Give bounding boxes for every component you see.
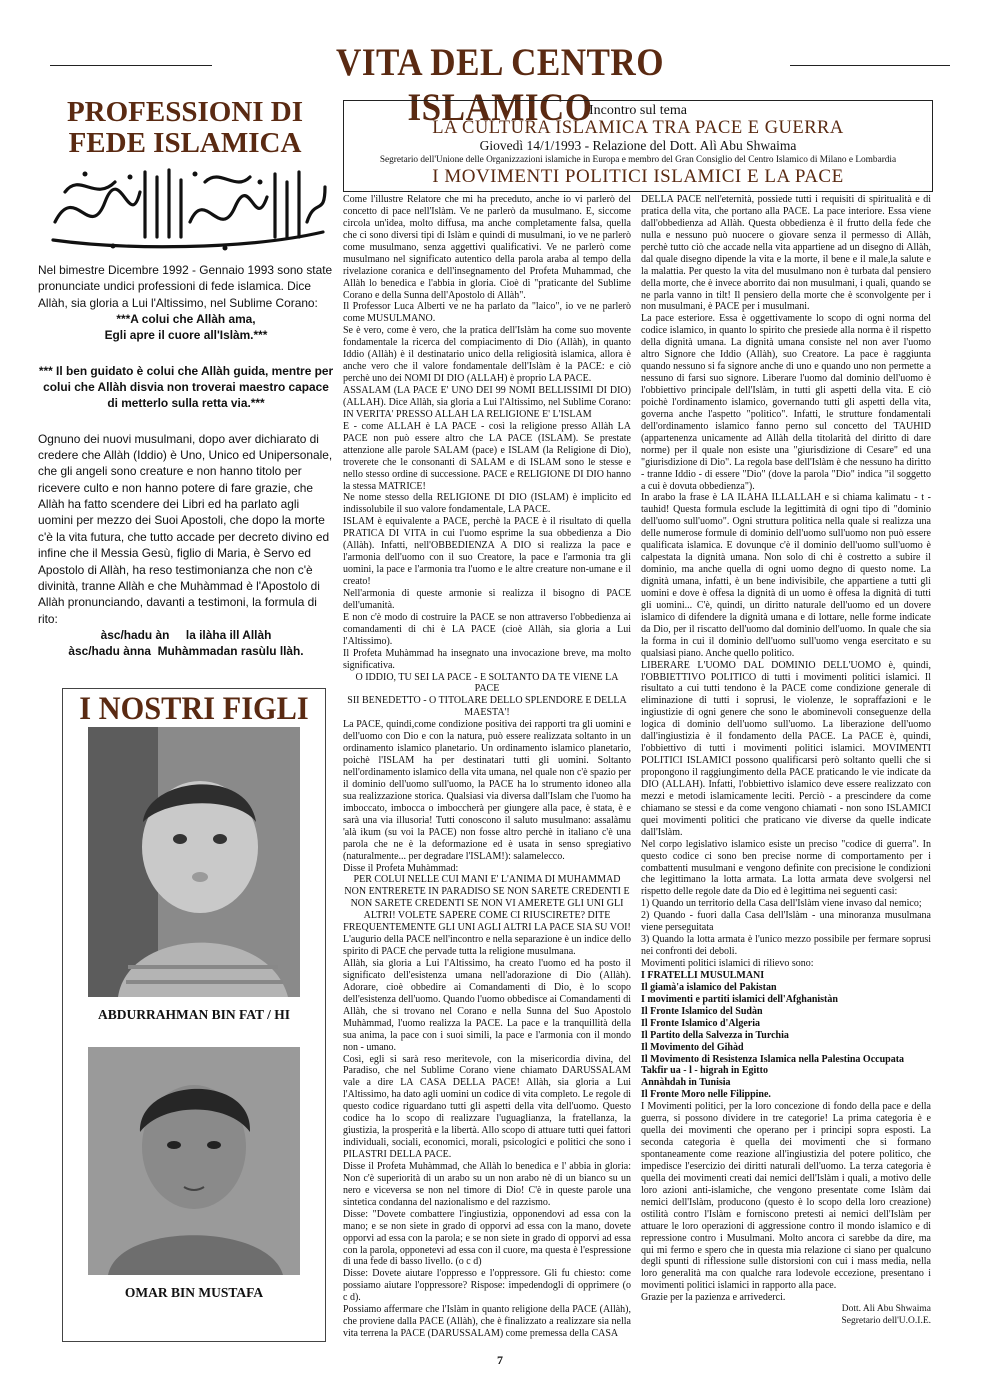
col1-para-5: E - come ALLAH è LA PACE - così la religione presso Allàh LA PACE non può essere altro che LA PACE (ISLAM). Se prestate attenzione alle parole SALAM (pace) e ISLAM (la Religione di Dio), troverete che le consonanti di SALAM e di ISLAM sono le stesse e nello stesso ordine di successione. PACE e RELIGIONE DI DIO hanno la stessa MATRICE! xyxy=(343,420,631,492)
conference-theme: LA CULTURA ISLAMICA TRA PACE E GUERRA xyxy=(432,118,844,138)
movement-item: Il giamà'a islamico del Pakistan xyxy=(641,981,777,993)
col1-para-8: Nell'armonia di queste armonie si realizza il bisogno di PACE dell'umanità. xyxy=(343,587,631,611)
nostri-figli-box xyxy=(62,688,326,1342)
col1-para-17: Allàh, sia gloria a Lui l'Altissimo, ha creato l'uomo ed ha posto il significato dell'esistenza umana nell'adorazione di Dio (Allàh). Adorare, cioè obbedire ai Comandamenti di Dio, è lo scopo dell'esistenza dell'uomo. Quando l'uomo obbedisce ai Comandamenti di Allàh, che si trovano nel Corano e nella Sunna del Suo Apostolo Muhàmmad, l'uomo realizza la PACE. La pace e la tranquillità della sua anima, la pace con i suoi simili, la pace e l'armonia con il mondo non - umano. xyxy=(343,958,631,1053)
page-number: 7 xyxy=(497,1353,503,1367)
child-caption-1: ABDURRAHMAN BIN FAT / HI xyxy=(97,1007,290,1022)
movement-item: Il Fronte Islamico d'Algeria xyxy=(641,1017,760,1029)
professioni-heading-2: FEDE ISLAMICA xyxy=(68,127,302,159)
movement-item: I FRATELLI MUSULMANI xyxy=(641,969,765,981)
col1-hadith: PER COLUI NELLE CUI MANI E' L'ANIMA DI MUHAMMAD NON ENTRERETE IN PARADISO SE NON SARETE CREDENTI E NON SARETE CREDENTI SE NON VI AMERETE GLI UNI GLI ALTRI! VOLETE SAPERE COME CI RIUSCIRETE? DITE FREQUENTEMENTE GLI UNI AGLI ALTRI LA PACE SIA SU VOI! xyxy=(343,874,631,934)
movement-item: Il Fronte Islamico del Sudàn xyxy=(641,1005,763,1017)
col2-final-para: I Movimenti politici, per la loro concezione di fondo della pace e della guerra, si possono dividere in tre categorie! La prima categoria è e quella dei movimenti che operano per i principi sopra esposti. La seconda categoria è quella dei movimenti che si formano spontaneamente come reazione all'ingiustizia del potere politico, che impedisce l'esercizio dei diritti naturali dell'uomo. La terza categoria è quella dei movimenti creati dai nemici dell'Islàm i quali, a motivo delle loro azioni anti-islamiche, che vengono presentate come Islàm dai nemici dell'Islàm, producono (questo è lo scopo della loro creazione) ostilità contro l'Islàm e forniscono pretesti ai nemici dell'Islàm per attuare le loro operazioni di aggressione contro il mondo islamico e di repressione contro i Musulmani. Molto ancora ci sarebbe da dire, ma qui mi fermo e spero che in questa mia relazione ci siano per qualcuno degli spunti di riflessione sulle distorsioni con cui i mass media, nella loro generalità ma con qualche rara lodevole eccezione, presentano i movimenti politici islamici in rapporto alla pace. xyxy=(641,1101,931,1292)
signature-title: Segretario dell'U.O.I.E. xyxy=(841,1316,931,1327)
conference-header-box xyxy=(343,100,933,192)
quran-quote-1a: ***A colui che Allàh ama, xyxy=(116,312,256,327)
movement-item: Annàhdah in Tunisia xyxy=(641,1077,731,1089)
masthead-title: VITA DEL CENTRO ISLAMICO xyxy=(336,41,664,129)
article-column-2 xyxy=(641,194,931,1328)
masthead-rule-right xyxy=(790,65,950,66)
col1-para-6: Ne nome stesso della RELIGIONE DI DIO (ISLAM) è implicito ed indissolubile il suo valore fondamentale, LA PACE. xyxy=(343,492,631,516)
masthead-rule-left xyxy=(50,65,212,66)
col1-para-10: Il Profeta Muhàmmad ha insegnato una invocazione breve, ma molto significativa. xyxy=(343,647,631,671)
child-photo-2 xyxy=(88,1047,300,1275)
movement-item: Takfir ua - l - higrah in Egitto xyxy=(641,1065,768,1077)
col2-para-4: LIBERARE L'UOMO DAL DOMINIO DELL'UOMO è, quindi, l'OBBIETTIVO POLITICO di tutti i movimenti politici islamici. Il risultato a cui tutti tendono è la PACE come condizione generale di eliminazione di tutti i soprusi, le violenze, le sopraffazioni e le ingiustizie di ogni genere che sono le abominevoli conseguenze della logica di dominio dell'uomo sull'uomo. La liberazione dell'uomo dall'ingiustizia è il fondamento della PACE. La PACE è, quindi, l'obbiettivo di tutti i movimenti politici islamici. MOVIMENTI POLITICI ISLAMICI possono qualificarsi però soltanto quelli che si propongono il raggiungimento della PACE praticando le vie indicate da DIO (ALLAH). Infatti, l'obbiettivo islamico deve essere realizzato con mezzi e metodi islamicamente leciti. Perciò - a prescindere da come chiamano se stessi e da come vengono chiamati - non sono ISLAMICI quei movimenti politici che praticano vie diverse da quelle indicate dall'Islàm. xyxy=(641,659,931,838)
article-column-1 xyxy=(343,194,631,1340)
col1-para-2: Il Professor Luca Alberti ve ne ha parlato da "laico", io ve ne parlerò come MUSULMANO. xyxy=(343,301,631,325)
speaker-role: Segretario dell'Unione delle Organizzazioni islamiche in Europa e membro del Gran Consiglio del Centro Islamico di Milano e Lombardia xyxy=(379,155,897,165)
professioni-intro: Nel bimestre Dicembre 1992 - Gennaio 1993 sono state pronunciate undici professioni di fede islamica. Dice Allàh, sia gloria a Lui l'Altissimo, nel Sublime Corano: xyxy=(38,263,333,310)
col1-para-18: Così, egli si sarà reso meritevole, con la misericordia divina, del Paradiso, che nel Sublime Corano viene chiamato DARUSSALAM vale a dire LA CASA DELLA PACE! Allàh, sia gloria a Lui l'Altissimo, ha dato agli uomini un codice di vita completo. Le regole di questo codice riguardano tutti gli aspetti della vita dell'uomo. Questo codice ha lo scopo di realizzare l'uguaglianza, la fratellanza, la giustizia, la prosperità e la libertà. Allo scopo di attuare tutti quei fattori individuali, sociali, economici, morali, psicologici e politici che sono i PILASTRI DELLA PACE. xyxy=(343,1053,631,1160)
arabic-calligraphy-image xyxy=(45,162,330,252)
col1-para-19: Disse il Profeta Muhàmmad, che Allàh lo benedica e l' abbia in gloria: Non c'è superiorità di un arabo su un non arabo nè di un bianco su un nero e viceversa se non nel timore di Dio! C'è in queste parole una sintetica condanna del nazionalismo e del razzismo. xyxy=(343,1160,631,1208)
col2-case-2: 2) Quando - fuori dalla Casa dell'Islàm - una minoranza musulmana viene perseguitata xyxy=(641,910,931,934)
conference-intro: Incontro sul tema xyxy=(589,103,687,118)
shahada-line-2: àsc/hadu ànna Muhàmmadan rasùlu llàh. xyxy=(68,644,304,659)
conference-subtitle: I MOVIMENTI POLITICI ISLAMICI E LA PACE xyxy=(432,166,844,187)
conference-date-speaker: Giovedì 14/1/1993 - Relazione del Dott. Alì Abu Shwaima xyxy=(479,138,797,153)
col1-para-7: ISLAM è equivalente a PACE, perchè la PACE è il risultato di quella PRATICA DI VITA in cui l'uomo esprime la sua obbedienza a Dio (Allàh). Infatti, nell'OBBEDIENZA A DIO si realizza la pace e l'armonia dell'uomo con il suo Creatore, la pace e l'armonia tra gli uomini, la pace e l'armonia tra l'uomo e le altre creature non-umane e il creato! xyxy=(343,516,631,587)
shahada-line-1: àsc/hadu àn la ilàha ill Allàh xyxy=(100,627,272,642)
col1-para-16: L'augurio della PACE nell'incontro e nella separazione è un indice dello spirito di PACE che pervade tutta la religione musulmana. xyxy=(343,934,631,958)
movement-item: Il Partito della Salvezza in Turchia xyxy=(641,1029,789,1041)
col2-para-1: DELLA PACE nell'eternità, possiede tutti i requisiti di spiritualità e di pratica della vita, che portano alla PACE. La pace interiore. Essa viene dall'obbedienza ad Allàh. Questa obbedienza è il frutto della fede che nulla e nessuno può nuocere o giovare senza il permesso di Allàh, perchè tutto ciò che accade nella vita appartiene ad un disegno di Allàh, dal quale disegno dipende la vita e la morte, il bene e il male,la salute e la malattia. Per questo la vita del musulmano non è turbata dal pensiero della morte, che è invece aborrito dai non musulmani, i quali, quando se ne parla vanno in tilt! Il pensiero della morte che è sconvolgente per i non musulmani, è PACE per i musulmani. xyxy=(641,194,931,313)
professioni-heading-1: PROFESSIONI DI xyxy=(66,96,304,128)
col1-para-13: La PACE, quindi,come condizione positiva dei rapporti tra gli uomini e dell'uomo con Dio e con la natura, può essere realizzata soltanto in un ordinamento islamico planetario. Un ordinamento islamico planetario, poichè l'ISLAM ha per destinatari tutti gli uomini. Soltanto nell'ordinamento islamico della vita umana, nel quale non c'è spazio per il dominio dell'uomo sull'uomo, la PACE ha lo strumento idoneo alla sua realizzazione storica. Qualsiasi via diversa dall'Islam che l'uomo ha imboccato, imbocca o imboccherà per giungere alla pace, è stata, è e sarà una via illusoria! Tutti conoscono il saluto musulmano: assalàmu 'alà ikum (su voi la PACE) non fosse altro perchè in italiano c'è una parola che ne è la deformazione ed è usata in senso spregiativo (naturalmente... per degradare l'ISLAM!): salamelecco. xyxy=(343,719,631,862)
movement-item: Il Movimento di Resistenza Islamica nella Palestina Occupata xyxy=(641,1053,905,1065)
col1-para-4: ASSALAM (LA PACE E' UNO DEI 99 NOMI BELLISSIMI DI DIO) (ALLAH). Dice Allàh, sia gloria a Lui l'Altissimo, nel Sublime Corano: IN VERITA' PRESSO ALLAH LA RELIGIONE E' L'ISLAM xyxy=(343,385,631,420)
col1-invocation-1: O IDDIO, TU SEI LA PACE - E SOLTANTO DA TE VIENE LA PACE xyxy=(355,671,619,695)
col2-para-2: La pace esteriore. Essa è oggettivamente lo scopo di ogni norma del codice islamico, in quanto lo spirito che presiede alla norma è il rispetto della dignità umana. La dignità umana consiste nel non aver l'uomo altro Signore che Iddio (Allàh), suo Creatore. La pace è raggiunta quando nessuno si fa signore anche di uno e quando uno non permette a nessuno di farsi suo signore. Liberare l'uomo dal dominio dell'uomo è l'obbiettivo principale dell'Islàm, in tutti gli aspetti della vita. E ciò poichè l'ordinamento islamico, governando tutti gli aspetti della vita, governa anche l'aspetto "politico". Infatti, le strutture fondamentali dell'ordinamento islamico fanno perno sul concetto del TAUHID (appartenenza unicamente ad Allàh della titolarità del diritto di dare norme) per il quale non esiste una "giurisdizione di Cesare" ed una "giurisdizione di Dio". La regola base dell'Islàm è che nessuno ha diritto - tranne Iddio - di essere "Dio" (dove la parola "Dio" indica "il soggetto a cui è dovuta obbedienza"). xyxy=(641,313,931,492)
col2-movements-intro: Movimenti politici islamici di rilievo sono: xyxy=(641,958,814,969)
movement-item: I movimenti e partiti islamici dell'Afghanistàn xyxy=(641,993,838,1005)
col1-para-14: Disse il Profeta Muhàmmad: xyxy=(343,862,459,874)
movement-item: Il Movimento del Gihàd xyxy=(641,1041,744,1053)
quran-quote-1b: Egli apre il cuore all'Islàm.*** xyxy=(104,328,268,343)
col2-para-5: Nel corpo legislativo islamico esiste un preciso "codice di guerra". In questo codice ci sono ben precise norme di comportamento per i combattenti musulmani e vengono definite con precisione le condizioni che legittimano la lotta armata. La lotta armata deve svolgersi nel rispetto delle regole date da Dio ed è legittima nei seguenti casi: xyxy=(641,838,931,898)
movement-item: Il Fronte Moro nelle Filippine. xyxy=(641,1089,771,1101)
signature-name: Dott. Ali Abu Shwaima xyxy=(841,1304,931,1315)
col1-invocation-2: SII BENEDETTO - O TITOLARE DELLO SPLENDORE E DELLA MAESTA'! xyxy=(347,695,627,719)
child-photo-1 xyxy=(88,727,300,997)
col2-para-3: In arabo la frase è LA ILAHA ILLALLAH e si chiama kalimatu - t - tauhid! Questa formula esclude la legittimità di ogni tipo di "dominio dell'uomo sull'uomo". Ogni struttura politica nella quale si realizza una delle numerose formule di dominio dell'uomo sull'uomo non può essere qualificata islamica. E dovunque c'è il dominio dell'uomo sull'uomo è calpestata la dignità umana. Non solo di chi è costretto a subire il dominio, ma anche quella di ogni uomo degno di questo nome. La dignità umana, infatti, è un bene indivisibile, che appartiene a tutti gli uomini e dove è offesa la dignità di un uomo è offesa la dignità di tutti gli uomini... C'è, quindi, un diritto naturale dell'uomo ed un dovere islamico di difendere la dignità umana e di lottare, nelle forme indicate da Dio, per il riscatto dell'uomo dal dominio dell'uomo. In quale che sia la forma in cui il dominio dell'uomo sull'uomo venga esercitato e su qualsiasi piano. Anche quello politico. xyxy=(641,492,931,659)
child-caption-2: OMAR BIN MUSTAFA xyxy=(124,1285,264,1300)
col2-case-3: 3) Quando la lotta armata è l'unico mezzo possibile per fermare soprusi nei confronti dei deboli. xyxy=(641,934,931,958)
closing-line: Grazie per la pazienza e arrivederci. xyxy=(641,1292,786,1304)
col1-para-9: E non c'è modo di costruire la PACE se non attraverso l'obbedienza ai comandamenti di chi è LA PACE (cioè Allàh, sia gloria a Lui l'Altissimo). xyxy=(343,611,631,647)
quran-quote-2: *** Il ben guidato è colui che Allàh guida, mentre per colui che Allàh disvia non troverai maestro capace di metterlo sulla retta via.*** xyxy=(38,363,334,411)
col2-case-1: 1) Quando un territorio della Casa dell'Islàm viene invaso dal nemico; xyxy=(641,898,922,910)
col1-para-20: Disse: "Dovete combattere l'ingiustizia, opponendovi ad essa con la mano; e se non siete in grado di opporvi ad essa con la mano, dovete opporvi ad essa con la parola; e se non siete in grado di opporvi ad essa con la parola, opponetevi ad essa con il cuore, ma questa è l'espressione di una fede di basso livello. (o c d) xyxy=(343,1208,631,1268)
professioni-body: Ognuno dei nuovi musulmani, dopo aver dichiarato di credere che Allàh (Iddio) è Uno, Unico ed Unipersonale, che gli angeli sono creature e non hanno titolo per ricevere culto e non hanno potere di fare grazie, che Allàh ha fatto scendere dei Libri ed ha parlato agli uomini per mezzo dei Suoi Apostoli, che dopo la morte c'è la vita futura, che tutto accade per decreto divino ed infine che il Messia Gesù, figlio di Maria, è Servo ed Apostolo di Allàh, ha reso testimonianza che non c'è divinità, tranne Allàh e che Muhàmmad è l'Apostolo di Allàh pronunciando, davanti a testimoni, la formula di rito: xyxy=(38,431,333,626)
nostri-figli-title: I NOSTRI FIGLI xyxy=(79,691,309,727)
col1-para-21: Disse: Dovete aiutare l'oppresso e l'oppressore. Gli fu chiesto: come possiamo aiutare l'oppressore? Rispose: impedendogli di opprimere (o c d). xyxy=(343,1268,631,1304)
col1-para-3: Se è vero, come è vero, che la pratica dell'Islàm ha come suo movente fondamentale la ricerca del compiacimento di Dio (Allàh), in quanto Iddio (Allàh) è il destinatario unico della religiosità islamica, allora è anche vero che il valore fondamentale dell'Islàm è la PACE: e ciò perchè uno dei NOMI DI DIO (ALLAH) è proprio LA PACE. xyxy=(343,325,631,385)
col1-para-1: Come l'illustre Relatore che mi ha preceduto, anche io vi parlerò del concetto di pace nell'Islàm. Ve ne parlerò da musulmano. E, siccome circola un'idea, molto diffusa, ma anche completamente falsa, quella che ci sono diversi tipi di Islàm e quindi di musulmani, io ve ne parlerò come musulmano, senza aggettivi qualificativi. Ve ne parlerò come musulmano nel significato autentico della parola araba al tempo della rivelazione coranica e dell'insegnamento del Profeta Muhammad, che Allàh lo benedica e l'abbia in gloria. Cioè di "praticante del Sublime Corano e della Sunna dell'Apostolo di Allàh". xyxy=(343,194,631,301)
col1-para-22: Possiamo affermare che l'Islàm in quanto religione della PACE (Allàh), che proviene dalla PACE (Allàh), che è finalizzato a realizzare sia nella vita terrena la PACE (DARUSSALAM) come premessa della CASA xyxy=(343,1304,631,1340)
